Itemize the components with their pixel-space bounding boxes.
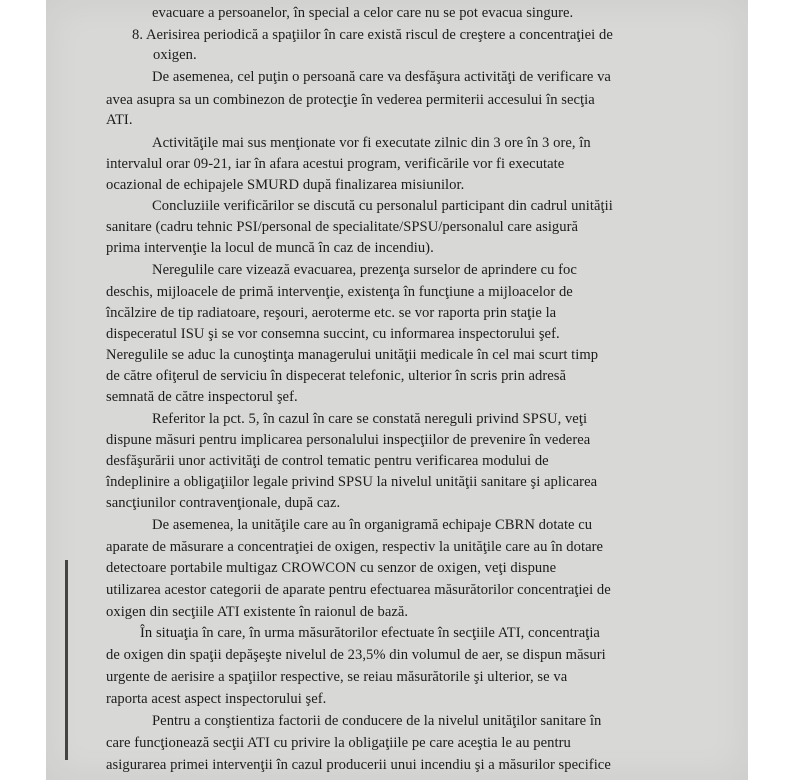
text-line: ATI. [106,112,133,128]
text-line: Activităţile mai sus menţionate vor fi executate zilnic din 3 ore în 3 ore, în [152,135,591,151]
text-line: În situaţia în care, în urma măsurătorilor efectuate în secţiile ATI, concentraţia [140,625,600,641]
text-line: De asemenea, la unităţile care au în organigramă echipaje CBRN dotate cu [152,517,593,533]
text-line: sanitare (cadru tehnic PSI/personal de specialitate/SPSU/personalul care asigură [106,219,579,235]
text-line: desfăşurării unor activităţi de control tematic pentru verificarea modului de [106,453,549,469]
text-line: oxigen din secţiile ATI existente în raionul de bază. [106,604,409,620]
text-line: asigurarea primei intervenţii în cazul producerii unui incendiu şi a măsurilor specifice [106,757,611,773]
text-line: avea asupra sa un combinezon de protecţie în vederea permiterii accesului în secţia [106,92,595,108]
text-line: intervalul orar 09-21, iar în afara acestui program, verificările vor fi executate [106,156,565,172]
text-line: Concluziile verificărilor se discută cu personalul participant din cadrul unităţii [152,198,613,214]
text-line: 8. Aerisirea periodică a spaţiilor în care există riscul de creştere a concentraţiei de [132,27,613,43]
text-line: evacuare a persoanelor, în special a celor care nu se pot evacua singure. [152,5,574,21]
text-line: ocazional de echipajele SMURD după finalizarea misiunilor. [106,177,465,193]
margin-ink-mark [65,560,68,760]
text-line: De asemenea, cel puţin o persoană care va desfăşura activităţi de verificare va [152,69,611,85]
text-line: oxigen. [153,47,197,63]
text-line: prima intervenţie la locul de muncă în caz de incendiu). [106,240,434,256]
text-line: Neregulile care vizează evacuarea, prezenţa surselor de aprindere cu foc [152,262,577,278]
text-line: dispeceratul ISU şi se vor consemna succint, cu informarea inspectorului şef. [106,326,560,342]
text-line: dispune măsuri pentru implicarea personalului inspecţiilor de prevenire în vederea [106,432,591,448]
text-line: aparate de măsurare a concentraţiei de oxigen, respectiv la unităţile care au în dotare [106,539,604,555]
text-line: Pentru a conştientiza factorii de conducere de la nivelul unităţilor sanitare în [152,713,602,729]
text-line: sancţiunilor contravenţionale, după caz. [106,495,341,511]
text-line: raporta acest aspect inspectorului şef. [106,691,327,707]
text-line: utilizarea acestor categorii de aparate pentru efectuarea măsurătorilor concentraţiei de [106,582,611,598]
text-line: de oxigen din spaţii depăşeşte nivelul de 23,5% din volumul de aer, se dispun măsuri [106,647,606,663]
text-line: îndeplinire a obligaţiilor legale privind SPSU la nivelul unităţii sanitare şi aplicarea [106,474,598,490]
text-line: care funcţionează secţii ATI cu privire la obligaţiile pe care aceştia le au pentru [106,735,571,751]
text-line: de către ofiţerul de serviciu în dispecerat telefonic, ulterior în scris prin adresă [106,368,567,384]
text-line: Referitor la pct. 5, în cazul în care se constată nereguli privind SPSU, veţi [152,411,588,427]
text-line: urgente de aerisire a spaţiilor respective, se reiau măsurătorile şi ulterior, se va [106,669,568,685]
text-line: Neregulile se aduc la cunoştinţa managerului unităţii medicale în cel mai scurt timp [106,347,599,363]
text-line: detectoare portabile multigaz CROWCON cu senzor de oxigen, veţi dispune [106,560,557,576]
text-line: semnată de către inspectorul şef. [106,389,298,405]
document-page [46,0,748,780]
text-line: deschis, mijloacele de primă intervenţie, existenţa în funcţiune a mijloacelor de [106,284,573,300]
text-line: încălzire de tip radiatoare, reşouri, aeroterme etc. se vor raporta prin staţie la [106,305,557,321]
